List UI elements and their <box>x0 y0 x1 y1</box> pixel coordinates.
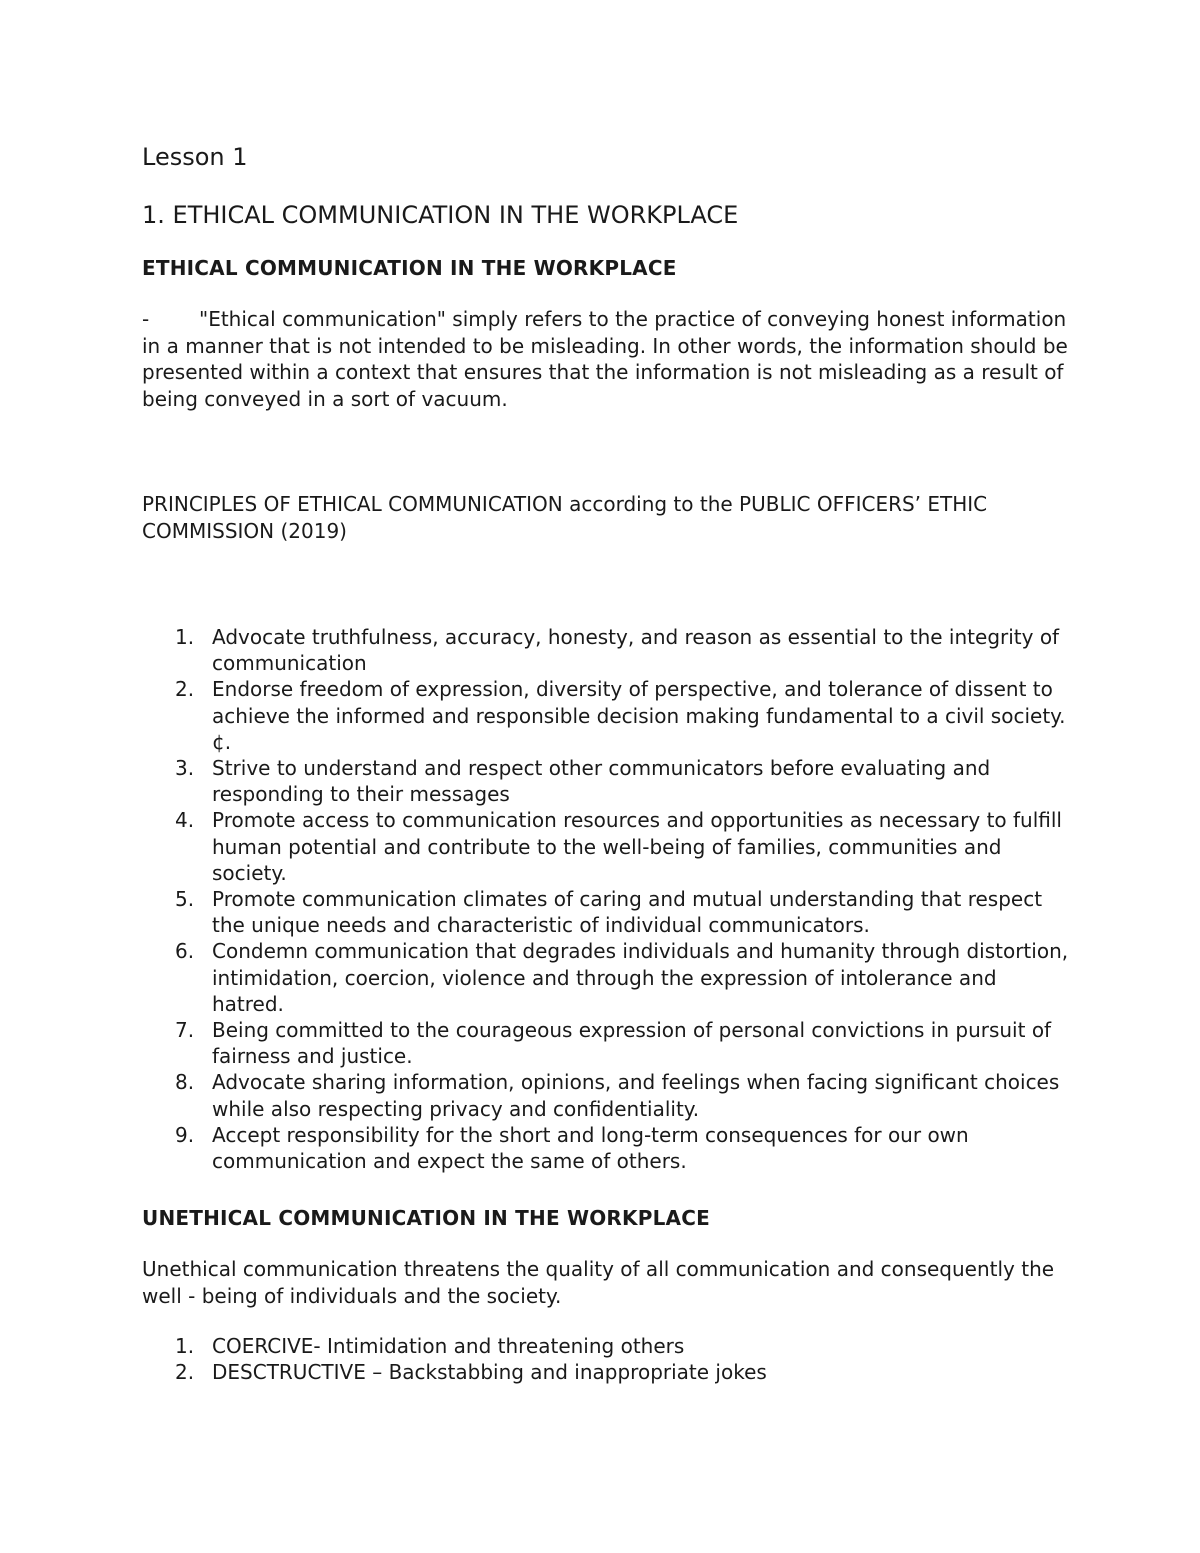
definition-bullet: - <box>142 307 150 331</box>
principles-intro: PRINCIPLES OF ETHICAL COMMUNICATION according to the PUBLIC OFFICERS’ ETHIC COMMISSION (2019) <box>142 492 988 543</box>
list-item <box>142 624 1072 676</box>
list-number: 9. <box>175 1122 195 1147</box>
lesson-title: Lesson 1 <box>142 143 248 171</box>
main-heading: 1. ETHICAL COMMUNICATION IN THE WORKPLACE <box>142 201 739 229</box>
list-item <box>142 676 1072 755</box>
list-number: 4. <box>175 808 195 833</box>
list-item <box>142 1069 1072 1121</box>
list-item-text: Accept responsibility for the short and long-term consequences for our own communication and expect the same of others. <box>212 1122 969 1174</box>
list-number: 2. <box>175 1360 195 1385</box>
list-number: 3. <box>175 756 195 781</box>
section-heading-ethical: ETHICAL COMMUNICATION IN THE WORKPLACE <box>142 256 677 280</box>
definition-text: "Ethical communication" simply refers to the practice of conveying honest information in a manner that is not intended to be misleading. In other words, the information should be presented within a context that ensures that the information is not misleading as a result of being conveyed in a sort of vacuum. <box>142 307 1068 411</box>
list-item-text: Condemn communication that degrades individuals and humanity through distortion, intimidation, coercion, violence and through the expression of intolerance and hatred. <box>212 939 1069 1016</box>
list-item <box>142 1333 1072 1359</box>
list-item-text: Strive to understand and respect other communicators before evaluating and responding to their messages <box>212 756 991 807</box>
list-number: 2. <box>175 677 195 702</box>
list-number: 1. <box>175 1334 195 1359</box>
list-item <box>142 807 1072 886</box>
list-number: 5. <box>175 887 195 912</box>
unethical-types-list <box>142 1333 1072 1385</box>
list-item <box>142 1017 1072 1069</box>
principles-list <box>142 624 1072 1174</box>
list-item-text: Being committed to the courageous expression of personal convictions in pursuit of fairness and justice. <box>212 1018 1052 1069</box>
list-item-text: DESCTRUCTIVE – Backstabbing and inappropriate jokes <box>212 1360 767 1385</box>
list-number: 6. <box>175 939 195 964</box>
unethical-description: Unethical communication threatens the quality of all communication and consequently the well - being of individuals and the society. <box>142 1257 1055 1308</box>
list-item-text: Promote access to communication resources and opportunities as necessary to fulfill human potential and contribute to the well-being of families, communities and society. <box>212 808 1062 885</box>
list-item-text: Advocate truthfulness, accuracy, honesty, and reason as essential to the integrity of communication <box>212 625 1060 676</box>
list-item-text: Endorse freedom of expression, diversity of perspective, and tolerance of dissent to achieve the informed and responsible decision making fundamental to a civil society.¢. <box>212 677 1066 754</box>
list-item <box>142 886 1072 938</box>
list-item-text: Advocate sharing information, opinions, and feelings when facing significant choices while also respecting privacy and confidentiality. <box>212 1070 1060 1121</box>
list-number: 1. <box>175 625 195 649</box>
list-number: 7. <box>175 1018 195 1043</box>
list-item <box>142 755 1072 807</box>
list-item <box>142 938 1072 1017</box>
document-body <box>142 140 1072 1386</box>
section-heading-unethical: UNETHICAL COMMUNICATION IN THE WORKPLACE <box>142 1206 710 1231</box>
list-number: 8. <box>175 1070 195 1095</box>
list-item-text: COERCIVE- Intimidation and threatening others <box>212 1334 685 1359</box>
list-item <box>142 1359 1072 1385</box>
list-item <box>142 1122 1072 1174</box>
definition-paragraph <box>142 306 1072 412</box>
list-item-text: Promote communication climates of caring and mutual understanding that respect the unique needs and characteristic of individual communicators. <box>212 887 1043 938</box>
